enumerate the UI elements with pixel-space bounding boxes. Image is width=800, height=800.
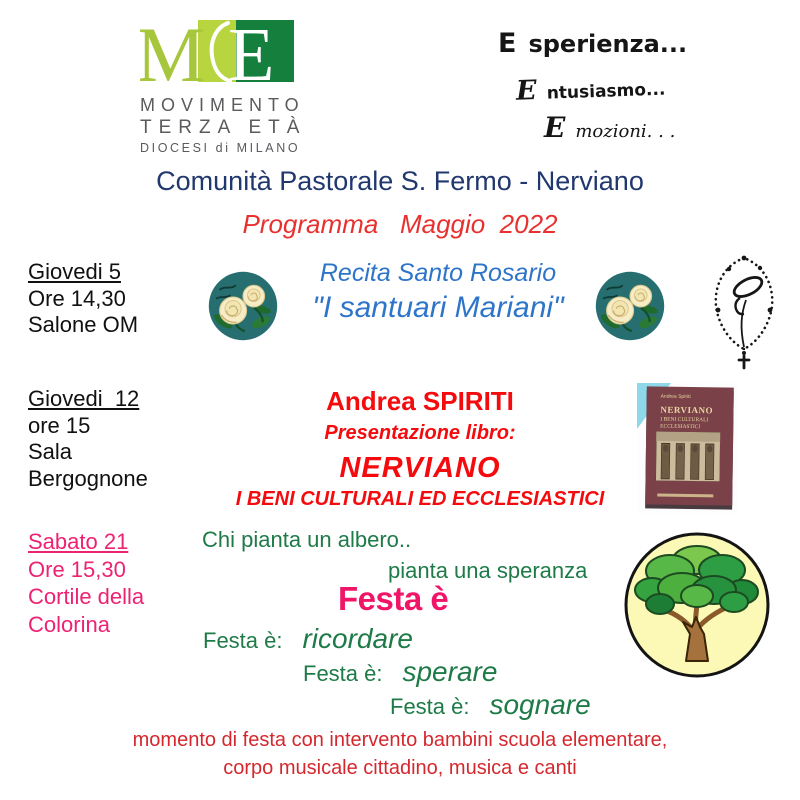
event1-time: Ore 14,30 [28,285,126,311]
event1-place: Salone OM [28,312,139,337]
book-cover-subtitle-1: I BENI CULTURALI [660,416,709,423]
tagline-initial-e3: E [544,111,566,144]
event1-date: Giovedi 5 [28,259,121,284]
festa-label-3: Festa è: [390,694,470,719]
festa-label-2: Festa è: [303,661,383,686]
event2-place-1: Sala [28,439,73,464]
recita-santo-rosario: Recita Santo Rosario [319,259,557,287]
event2-time: ore 15 [28,412,91,438]
book-cover-subtitle-2: ECCLESIASTICI [660,423,701,430]
logo-letter-m: M [140,18,206,84]
tagline-emozioni [544,111,788,144]
tagline-entusiasmo [516,66,789,106]
logo-diocesi-label: DIOCESI di MILANO [140,141,301,155]
quote-line-2: pianta una speranza [388,558,588,583]
rose-medallion-left-icon [207,270,279,342]
book-presentation-block [190,386,650,511]
event3-date: Sabato 21 [28,529,129,554]
book-cover-author: Andrea Spiriti [660,393,691,401]
tagline-word-3: mozioni. . . [575,121,676,142]
book-cover-title: NERVIANO [660,404,714,416]
presentation-intro: Presentazione libro: [324,422,516,444]
tagline [498,28,788,144]
event2-place-2: Bergognone [28,465,148,491]
book-subtitle: I BENI CULTURALI ED ECCLESIASTICI [235,488,605,510]
festa-word-2: sperare [402,656,498,687]
page-title: Comunità Pastorale S. Fermo - Nerviano [156,166,644,196]
event3-time: Ore 15,30 [28,556,126,582]
event3-place-1: Cortile della [28,584,145,609]
santuari-mariani: "I santuari Mariani" [312,291,564,324]
book-cover [645,386,734,505]
mte-logo [140,18,310,155]
tagline-esperienza [498,28,788,59]
logo-terza-eta-label: TERZA ETÀ [140,117,307,138]
tagline-word-1: sperienza... [528,30,688,58]
festa-word-1: ricordare [302,623,413,654]
tree-icon [622,530,772,680]
logo-movimento-label: MOVIMENTO [140,95,305,115]
festa-word-3: sognare [489,689,591,720]
festa-title: Festa è [338,580,449,617]
festa-label-1: Festa è: [203,628,283,653]
page-subtitle: Programma Maggio 2022 [242,209,558,239]
quote-line-1: Chi pianta un albero.. [202,527,412,552]
event2-date: Giovedi 12 [28,386,140,411]
mte-logo-mark-icon [140,18,298,84]
book-cover-publisher-line [657,493,713,497]
event-sabato-21 [28,528,144,638]
tagline-initial-e2: E [515,75,538,107]
event3-place-2: Colorina [28,611,110,637]
rose-medallion-right-icon [594,270,666,342]
festa-line-ricordare [203,623,413,655]
speaker-name: Andrea SPIRITI [326,386,514,416]
book-title: NERVIANO [339,452,501,484]
book-cover-image [637,383,738,513]
festa-line-sognare [390,689,591,721]
event-giovedi-12 [28,386,148,492]
book-cover-relief-image [655,431,720,481]
footer-line-1: momento di festa con intervento bambini scuola elementare, [132,729,668,751]
rosary-icon [704,252,784,370]
logo-letter-e: E [228,18,275,84]
footer-line-2: corpo musicale cittadino, musica e canti [223,757,577,779]
festa-line-sperare [303,656,497,688]
event-giovedi-5 [28,259,138,339]
tagline-initial-e1: E [498,28,517,59]
rosario-heading-block [298,259,578,325]
tagline-word-2: ntusiasmo... [546,79,666,104]
